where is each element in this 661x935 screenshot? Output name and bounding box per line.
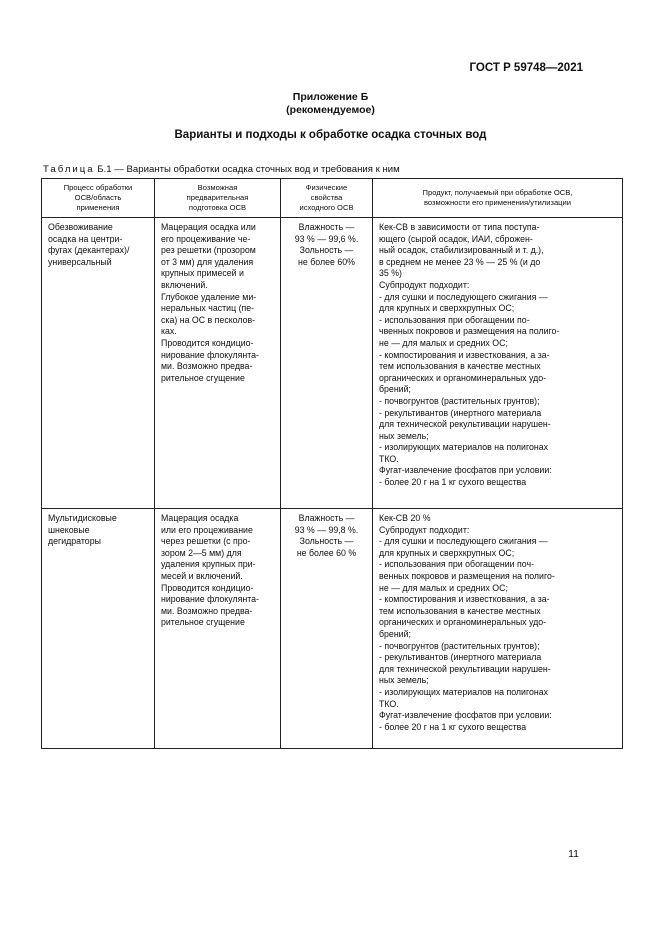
column-header-product	[373, 179, 623, 218]
appendix-title	[0, 91, 661, 117]
product-cell	[373, 218, 623, 509]
cell-text-line: Субпродукт подходит:	[379, 524, 470, 535]
table-row	[42, 218, 623, 509]
cell-text-line: в среднем не менее 23 % — 25 % (и до	[379, 256, 541, 267]
cell-text-line: - компостирования и известкования, а за-	[379, 349, 550, 360]
cell-text-line: - почвогрунтов (растительных грунтов);	[379, 640, 540, 651]
cell-text-line: брений;	[379, 628, 411, 639]
cell-text-line: - использования при обогащении поч-	[379, 559, 535, 570]
table-header-row	[42, 179, 623, 218]
cell-text-line: неральных частиц (пе-	[161, 303, 255, 314]
cell-text-line: не более 60 %	[296, 547, 357, 558]
cell-text-line: ска) на ОС в песколов-	[161, 314, 256, 325]
table-caption-label: Таблица	[43, 164, 95, 175]
cell-text-line: брений;	[379, 384, 411, 395]
cell-text-line: 35 %)	[379, 268, 402, 279]
cell-text-line: Зольность —	[299, 536, 354, 547]
column-header-properties	[281, 179, 373, 218]
cell-text-line: свойства	[310, 193, 343, 202]
cell-text-line: Обезвоживание	[48, 222, 113, 232]
cell-text-line: включений.	[161, 279, 208, 290]
cell-text-line: Возможная	[197, 183, 238, 192]
cell-text-line: для крупных и сверхкрупных ОС;	[379, 547, 515, 558]
cell-text-line: Физические	[305, 183, 348, 192]
cell-text-line: рительное сгущение	[161, 372, 245, 383]
cell-text-line: тем использования в качестве местных	[379, 605, 541, 616]
cell-text-line: или его процеживание	[161, 524, 253, 535]
cell-text-line: ный осадок, стабилизированный и т. д.),	[379, 245, 544, 256]
cell-text-line: Влажность —	[298, 513, 355, 523]
cell-text-line: шнековые	[48, 524, 90, 535]
cell-text-line: ных земель;	[379, 430, 429, 441]
cell-text-line: - для сушки и последующего сжигания —	[379, 291, 548, 302]
table-row	[42, 509, 623, 749]
cell-text-line: - изолирующих материалов на полигонах	[379, 686, 549, 697]
cell-text-line: - изолирующих материалов на полигонах	[379, 442, 549, 453]
cell-text-line: для крупных и сверхкрупных ОС;	[379, 303, 515, 314]
cell-text-line: предварительная	[186, 193, 249, 202]
cell-text-line: Кек-СВ в зависимости от типа поступа-	[379, 222, 540, 232]
cell-text-line: - рекультивантов (инертного материала	[379, 407, 542, 418]
appendix-label: Приложение Б	[292, 91, 369, 103]
cell-text-line: его процеживание че-	[161, 233, 251, 244]
column-header-process	[42, 179, 155, 218]
cell-text-line: ках.	[161, 326, 177, 337]
cell-text-line: рительное сгущение	[161, 617, 245, 628]
cell-text-line: применения	[76, 203, 120, 212]
cell-text-line: подготовка ОСВ	[188, 203, 247, 212]
cell-text-line: - почвогрунтов (растительных грунтов);	[379, 395, 540, 406]
cell-text-line: чвенных покровов и размещения на полиго-	[379, 326, 560, 337]
preparation-cell	[155, 509, 281, 749]
cell-text-line: - компостирования и известкования, а за-	[379, 594, 550, 605]
cell-text-line: ми. Возможно предва-	[161, 605, 253, 616]
appendix-status: (рекомендуемое)	[286, 104, 375, 116]
cell-text-line: фугах (декантерах)/	[48, 245, 130, 256]
cell-text-line: Фугат-извлечение фосфатов при условии:	[379, 465, 552, 476]
page-number: 11	[568, 848, 579, 860]
preparation-cell	[155, 218, 281, 509]
cell-text-line: Проводится кондицио-	[161, 582, 254, 593]
cell-text-line: Глубокое удаление ми-	[161, 291, 257, 302]
cell-text-line: Мацерация осадка	[161, 513, 239, 523]
cell-text-line: удаления крупных при-	[161, 559, 256, 570]
cell-text-line: Субпродукт подходит:	[379, 279, 470, 290]
cell-text-line: ОСВ/область	[74, 193, 122, 202]
section-heading: Варианты и подходы к обработке осадка сточных вод	[174, 129, 487, 141]
cell-text-line: дегидраторы	[48, 536, 101, 547]
cell-text-line: ТКО.	[379, 698, 399, 709]
cell-text-line: возможности его применения/утилизации	[423, 198, 572, 207]
table-caption-text: Б.1 — Варианты обработки осадка сточных вод и требования к ним	[94, 164, 400, 175]
cell-text-line: ТКО.	[379, 453, 399, 464]
cell-text-line: нирование флокулянта-	[161, 349, 259, 360]
cell-text-line: Кек-СВ 20 %	[379, 513, 431, 523]
cell-text-line: ми. Возможно предва-	[161, 361, 253, 372]
cell-text-line: тем использования в качестве местных	[379, 361, 541, 372]
cell-text-line: нирование флокулянта-	[161, 594, 259, 605]
cell-text-line: Зольность —	[299, 245, 354, 256]
process-cell	[42, 509, 155, 749]
cell-text-line: от 3 мм) для удаления	[161, 256, 254, 267]
product-cell	[373, 509, 623, 749]
cell-text-line: месей и включений.	[161, 570, 243, 581]
cell-text-line: исходного ОСВ	[299, 203, 354, 212]
cell-text-line: Продукт, получаемый при обработке ОСВ,	[422, 188, 573, 197]
cell-text-line: для технической рекультивации нарушен-	[379, 663, 551, 674]
cell-text-line: - более 20 г на 1 кг сухого вещества	[379, 477, 527, 488]
properties-cell	[281, 218, 373, 509]
cell-text-line: 93 % — 99,8 %.	[294, 524, 359, 535]
cell-text-line: - более 20 г на 1 кг сухого вещества	[379, 721, 527, 732]
cell-text-line: - рекультивантов (инертного материала	[379, 652, 542, 663]
cell-text-line: Мультидисковые	[48, 513, 117, 523]
cell-text-line: не более 60%	[298, 256, 355, 267]
cell-text-line: универсальный	[48, 256, 112, 267]
cell-text-line: через решетки (с про-	[161, 536, 251, 547]
cell-text-line: Процесс обработки	[63, 183, 133, 192]
cell-text-line: - использования при обогащении по-	[379, 314, 530, 325]
cell-text-line: ных земель;	[379, 675, 429, 686]
cell-text-line: осадка на центри-	[48, 233, 123, 244]
cell-text-line: не — для малых и средних ОС;	[379, 582, 508, 593]
cell-text-line: ющего (сырой осадок, ИАИ, сброжен-	[379, 233, 533, 244]
cell-text-line: органических и органоминеральных удо-	[379, 617, 547, 628]
cell-text-line: крупных примесей и	[161, 268, 244, 279]
properties-cell	[281, 509, 373, 749]
table-caption	[43, 164, 400, 175]
cell-text-line: - для сушки и последующего сжигания —	[379, 536, 548, 547]
treatment-options-table	[41, 178, 623, 749]
cell-text-line: Влажность —	[298, 222, 355, 232]
cell-text-line: 93 % — 99,6 %.	[294, 233, 359, 244]
column-header-preparation	[155, 179, 281, 218]
cell-text-line: Мацерация осадка или	[161, 222, 256, 232]
cell-text-line: не — для малых и средних ОС;	[379, 337, 508, 348]
cell-text-line: рез решетки (прозором	[161, 245, 256, 256]
cell-text-line: Фугат-извлечение фосфатов при условии:	[379, 710, 552, 721]
cell-text-line: органических и органоминеральных удо-	[379, 372, 547, 383]
document-code: ГОСТ Р 59748—2021	[469, 62, 583, 74]
cell-text-line: Проводится кондицио-	[161, 337, 254, 348]
cell-text-line: венных покровов и размещения на полиго-	[379, 570, 555, 581]
process-cell	[42, 218, 155, 509]
cell-text-line: зором 2—5 мм) для	[161, 547, 242, 558]
cell-text-line: для технической рекультивации нарушен-	[379, 419, 551, 430]
